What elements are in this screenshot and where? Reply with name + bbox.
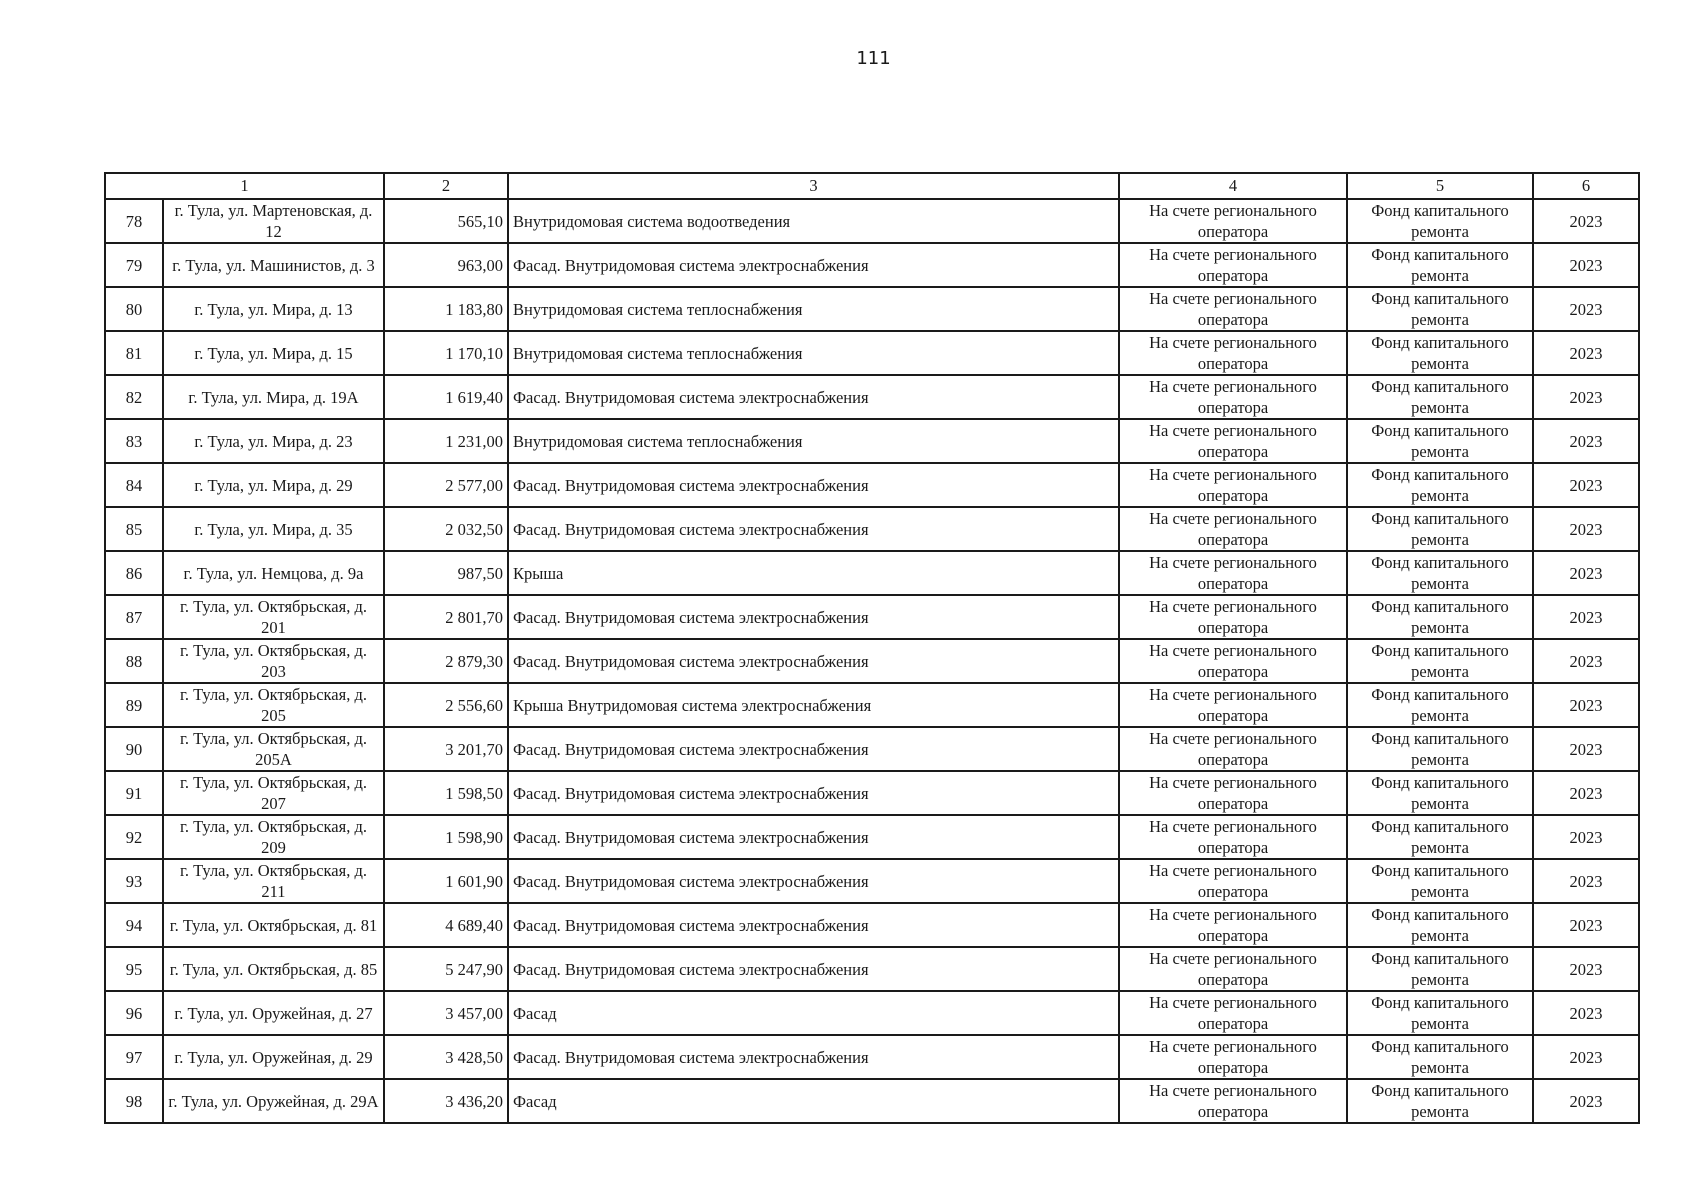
account-cell: На счете регионального оператора — [1119, 287, 1347, 331]
row-number-cell: 95 — [105, 947, 163, 991]
work-type-cell: Фасад. Внутридомовая система электроснабжения — [508, 947, 1119, 991]
row-number-cell: 96 — [105, 991, 163, 1035]
funding-source-cell: Фонд капитального ремонта — [1347, 199, 1533, 243]
work-type-cell: Фасад. Внутридомовая система электроснабжения — [508, 595, 1119, 639]
year-cell: 2023 — [1533, 595, 1639, 639]
year-cell: 2023 — [1533, 375, 1639, 419]
work-type-cell: Фасад — [508, 991, 1119, 1035]
account-cell: На счете регионального оператора — [1119, 375, 1347, 419]
row-number-cell: 97 — [105, 1035, 163, 1079]
funding-source-cell: Фонд капитального ремонта — [1347, 375, 1533, 419]
account-cell: На счете регионального оператора — [1119, 199, 1347, 243]
work-type-cell: Внутридомовая система теплоснабжения — [508, 287, 1119, 331]
area-cell: 1 598,50 — [384, 771, 508, 815]
row-number-cell: 83 — [105, 419, 163, 463]
table-row — [105, 199, 1639, 243]
address-cell: г. Тула, ул. Мира, д. 15 — [163, 331, 384, 375]
funding-source-cell: Фонд капитального ремонта — [1347, 727, 1533, 771]
column-header: 1 — [105, 173, 384, 199]
area-cell: 3 201,70 — [384, 727, 508, 771]
table-row — [105, 815, 1639, 859]
address-cell: г. Тула, ул. Октябрьская, д. 81 — [163, 903, 384, 947]
table-row — [105, 287, 1639, 331]
account-cell: На счете регионального оператора — [1119, 1035, 1347, 1079]
row-number-cell: 78 — [105, 199, 163, 243]
account-cell: На счете регионального оператора — [1119, 991, 1347, 1035]
address-cell: г. Тула, ул. Машинистов, д. 3 — [163, 243, 384, 287]
account-cell: На счете регионального оператора — [1119, 903, 1347, 947]
area-cell: 2 801,70 — [384, 595, 508, 639]
funding-source-cell: Фонд капитального ремонта — [1347, 287, 1533, 331]
year-cell: 2023 — [1533, 903, 1639, 947]
column-header: 5 — [1347, 173, 1533, 199]
table-row — [105, 463, 1639, 507]
table-row — [105, 243, 1639, 287]
funding-source-cell: Фонд капитального ремонта — [1347, 947, 1533, 991]
table-row — [105, 771, 1639, 815]
year-cell: 2023 — [1533, 287, 1639, 331]
funding-source-cell: Фонд капитального ремонта — [1347, 243, 1533, 287]
area-cell: 5 247,90 — [384, 947, 508, 991]
work-type-cell: Крыша Внутридомовая система электроснабжения — [508, 683, 1119, 727]
year-cell: 2023 — [1533, 1035, 1639, 1079]
work-type-cell: Фасад. Внутридомовая система электроснабжения — [508, 771, 1119, 815]
address-cell: г. Тула, ул. Оружейная, д. 29А — [163, 1079, 384, 1123]
area-cell: 2 032,50 — [384, 507, 508, 551]
work-type-cell: Внутридомовая система теплоснабжения — [508, 419, 1119, 463]
year-cell: 2023 — [1533, 727, 1639, 771]
row-number-cell: 90 — [105, 727, 163, 771]
table-row — [105, 727, 1639, 771]
work-type-cell: Фасад. Внутридомовая система электроснабжения — [508, 463, 1119, 507]
address-cell: г. Тула, ул. Мира, д. 13 — [163, 287, 384, 331]
funding-source-cell: Фонд капитального ремонта — [1347, 1035, 1533, 1079]
year-cell: 2023 — [1533, 991, 1639, 1035]
year-cell: 2023 — [1533, 683, 1639, 727]
address-cell: г. Тула, ул. Немцова, д. 9а — [163, 551, 384, 595]
row-number-cell: 80 — [105, 287, 163, 331]
work-type-cell: Фасад. Внутридомовая система электроснабжения — [508, 507, 1119, 551]
year-cell: 2023 — [1533, 639, 1639, 683]
row-number-cell: 81 — [105, 331, 163, 375]
work-type-cell: Внутридомовая система теплоснабжения — [508, 331, 1119, 375]
row-number-cell: 94 — [105, 903, 163, 947]
work-type-cell: Фасад. Внутридомовая система электроснабжения — [508, 243, 1119, 287]
table-row — [105, 507, 1639, 551]
year-cell: 2023 — [1533, 199, 1639, 243]
table-row — [105, 1035, 1639, 1079]
funding-source-cell: Фонд капитального ремонта — [1347, 595, 1533, 639]
account-cell: На счете регионального оператора — [1119, 859, 1347, 903]
area-cell: 1 619,40 — [384, 375, 508, 419]
area-cell: 1 601,90 — [384, 859, 508, 903]
account-cell: На счете регионального оператора — [1119, 551, 1347, 595]
area-cell: 4 689,40 — [384, 903, 508, 947]
work-type-cell: Фасад. Внутридомовая система электроснабжения — [508, 815, 1119, 859]
address-cell: г. Тула, ул. Мира, д. 23 — [163, 419, 384, 463]
account-cell: На счете регионального оператора — [1119, 947, 1347, 991]
funding-source-cell: Фонд капитального ремонта — [1347, 991, 1533, 1035]
row-number-cell: 91 — [105, 771, 163, 815]
row-number-cell: 85 — [105, 507, 163, 551]
address-cell: г. Тула, ул. Октябрьская, д. 205 — [163, 683, 384, 727]
work-type-cell: Фасад — [508, 1079, 1119, 1123]
year-cell: 2023 — [1533, 815, 1639, 859]
address-cell: г. Тула, ул. Мартеновская, д. 12 — [163, 199, 384, 243]
address-cell: г. Тула, ул. Оружейная, д. 29 — [163, 1035, 384, 1079]
row-number-cell: 79 — [105, 243, 163, 287]
address-cell: г. Тула, ул. Мира, д. 35 — [163, 507, 384, 551]
work-type-cell: Фасад. Внутридомовая система электроснабжения — [508, 375, 1119, 419]
column-header: 4 — [1119, 173, 1347, 199]
year-cell: 2023 — [1533, 419, 1639, 463]
account-cell: На счете регионального оператора — [1119, 771, 1347, 815]
address-cell: г. Тула, ул. Октябрьская, д. 203 — [163, 639, 384, 683]
funding-source-cell: Фонд капитального ремонта — [1347, 815, 1533, 859]
table-row — [105, 331, 1639, 375]
address-cell: г. Тула, ул. Мира, д. 19А — [163, 375, 384, 419]
funding-source-cell: Фонд капитального ремонта — [1347, 859, 1533, 903]
address-cell: г. Тула, ул. Октябрьская, д. 85 — [163, 947, 384, 991]
column-header: 3 — [508, 173, 1119, 199]
work-type-cell: Фасад. Внутридомовая система электроснабжения — [508, 639, 1119, 683]
funding-source-cell: Фонд капитального ремонта — [1347, 419, 1533, 463]
area-cell: 1 170,10 — [384, 331, 508, 375]
funding-source-cell: Фонд капитального ремонта — [1347, 1079, 1533, 1123]
table-row — [105, 1079, 1639, 1123]
row-number-cell: 98 — [105, 1079, 163, 1123]
row-number-cell: 92 — [105, 815, 163, 859]
table-row — [105, 903, 1639, 947]
address-cell: г. Тула, ул. Октябрьская, д. 211 — [163, 859, 384, 903]
account-cell: На счете регионального оператора — [1119, 683, 1347, 727]
area-cell: 987,50 — [384, 551, 508, 595]
account-cell: На счете регионального оператора — [1119, 507, 1347, 551]
address-cell: г. Тула, ул. Октябрьская, д. 209 — [163, 815, 384, 859]
account-cell: На счете регионального оператора — [1119, 1079, 1347, 1123]
column-header: 6 — [1533, 173, 1639, 199]
area-cell: 2 879,30 — [384, 639, 508, 683]
page-number: 111 — [856, 48, 891, 69]
header-row — [105, 173, 1639, 199]
account-cell: На счете регионального оператора — [1119, 595, 1347, 639]
year-cell: 2023 — [1533, 463, 1639, 507]
account-cell: На счете регионального оператора — [1119, 463, 1347, 507]
funding-source-cell: Фонд капитального ремонта — [1347, 771, 1533, 815]
funding-source-cell: Фонд капитального ремонта — [1347, 463, 1533, 507]
funding-source-cell: Фонд капитального ремонта — [1347, 683, 1533, 727]
area-cell: 3 436,20 — [384, 1079, 508, 1123]
row-number-cell: 89 — [105, 683, 163, 727]
area-cell: 1 231,00 — [384, 419, 508, 463]
funding-source-cell: Фонд капитального ремонта — [1347, 903, 1533, 947]
account-cell: На счете регионального оператора — [1119, 419, 1347, 463]
row-number-cell: 88 — [105, 639, 163, 683]
year-cell: 2023 — [1533, 947, 1639, 991]
year-cell: 2023 — [1533, 771, 1639, 815]
repair-register-table — [104, 172, 1640, 1124]
table-row — [105, 595, 1639, 639]
area-cell: 3 457,00 — [384, 991, 508, 1035]
area-cell: 2 577,00 — [384, 463, 508, 507]
address-cell: г. Тула, ул. Октябрьская, д. 205А — [163, 727, 384, 771]
table-row — [105, 947, 1639, 991]
row-number-cell: 84 — [105, 463, 163, 507]
year-cell: 2023 — [1533, 331, 1639, 375]
row-number-cell: 86 — [105, 551, 163, 595]
table-row — [105, 639, 1639, 683]
table-row — [105, 375, 1639, 419]
year-cell: 2023 — [1533, 859, 1639, 903]
account-cell: На счете регионального оператора — [1119, 243, 1347, 287]
funding-source-cell: Фонд капитального ремонта — [1347, 551, 1533, 595]
area-cell: 565,10 — [384, 199, 508, 243]
account-cell: На счете регионального оператора — [1119, 331, 1347, 375]
column-header: 2 — [384, 173, 508, 199]
funding-source-cell: Фонд капитального ремонта — [1347, 639, 1533, 683]
funding-source-cell: Фонд капитального ремонта — [1347, 331, 1533, 375]
year-cell: 2023 — [1533, 243, 1639, 287]
table-row — [105, 859, 1639, 903]
account-cell: На счете регионального оператора — [1119, 815, 1347, 859]
row-number-cell: 93 — [105, 859, 163, 903]
funding-source-cell: Фонд капитального ремонта — [1347, 507, 1533, 551]
row-number-cell: 82 — [105, 375, 163, 419]
work-type-cell: Фасад. Внутридомовая система электроснабжения — [508, 1035, 1119, 1079]
work-type-cell: Крыша — [508, 551, 1119, 595]
table-row — [105, 551, 1639, 595]
account-cell: На счете регионального оператора — [1119, 727, 1347, 771]
address-cell: г. Тула, ул. Мира, д. 29 — [163, 463, 384, 507]
row-number-cell: 87 — [105, 595, 163, 639]
address-cell: г. Тула, ул. Оружейная, д. 27 — [163, 991, 384, 1035]
area-cell: 1 183,80 — [384, 287, 508, 331]
table-row — [105, 683, 1639, 727]
area-cell: 1 598,90 — [384, 815, 508, 859]
year-cell: 2023 — [1533, 507, 1639, 551]
work-type-cell: Внутридомовая система водоотведения — [508, 199, 1119, 243]
table-row — [105, 419, 1639, 463]
table-row — [105, 991, 1639, 1035]
work-type-cell: Фасад. Внутридомовая система электроснабжения — [508, 859, 1119, 903]
year-cell: 2023 — [1533, 551, 1639, 595]
work-type-cell: Фасад. Внутридомовая система электроснабжения — [508, 727, 1119, 771]
address-cell: г. Тула, ул. Октябрьская, д. 201 — [163, 595, 384, 639]
address-cell: г. Тула, ул. Октябрьская, д. 207 — [163, 771, 384, 815]
account-cell: На счете регионального оператора — [1119, 639, 1347, 683]
year-cell: 2023 — [1533, 1079, 1639, 1123]
work-type-cell: Фасад. Внутридомовая система электроснабжения — [508, 903, 1119, 947]
area-cell: 2 556,60 — [384, 683, 508, 727]
area-cell: 963,00 — [384, 243, 508, 287]
area-cell: 3 428,50 — [384, 1035, 508, 1079]
